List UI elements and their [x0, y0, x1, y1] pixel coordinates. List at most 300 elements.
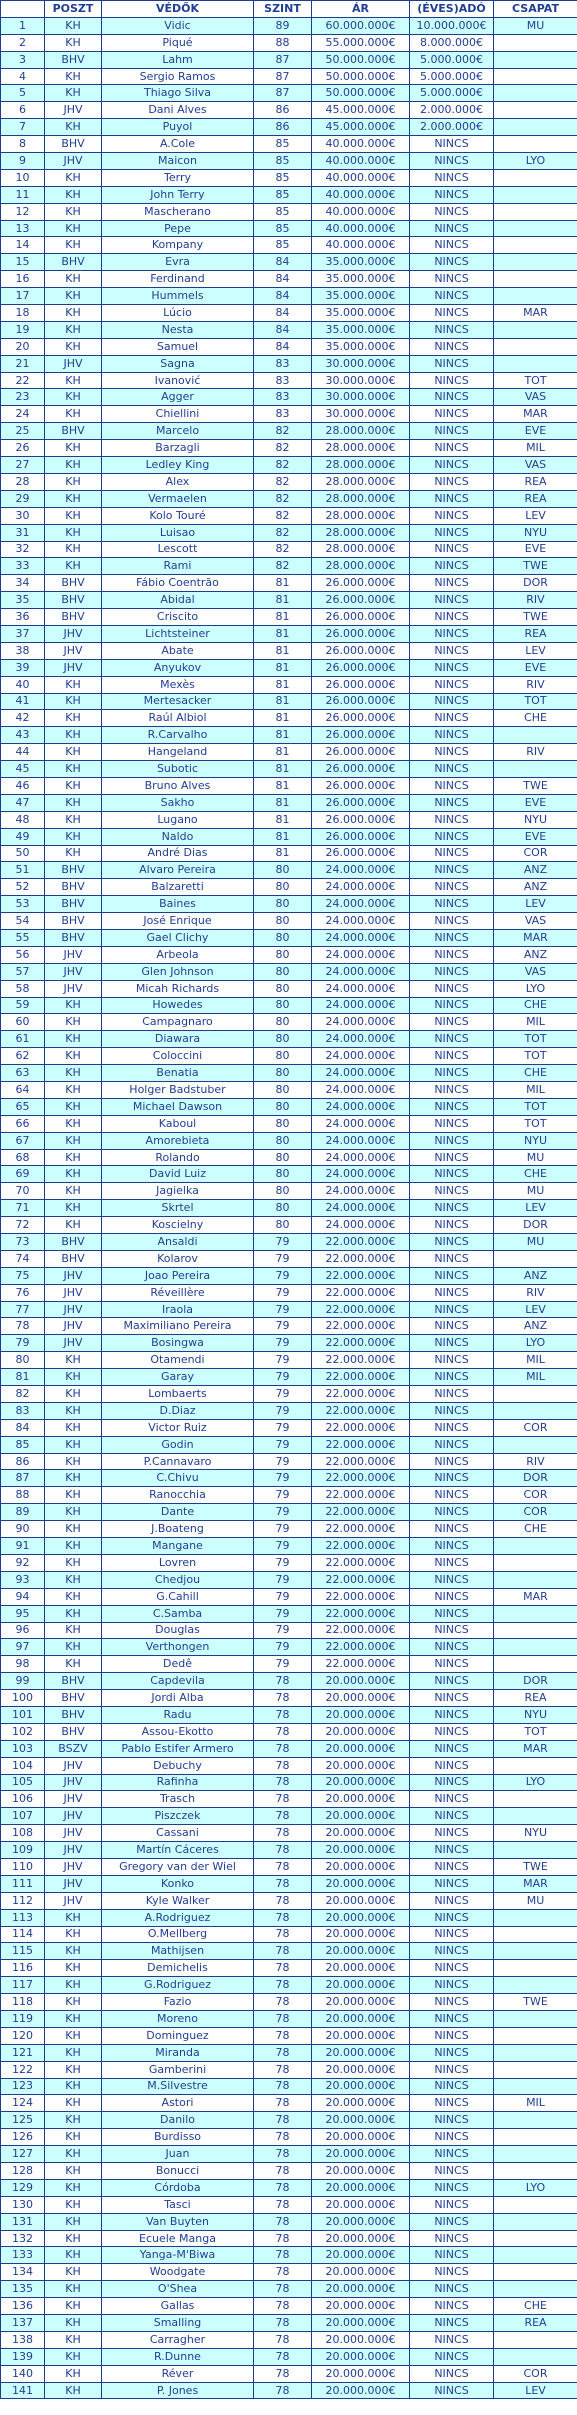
row-number-cell: 136: [1, 2298, 45, 2315]
player-name-cell: Demichelis: [102, 1960, 254, 1977]
level-cell: 79: [254, 1284, 312, 1301]
team-cell: [494, 321, 577, 338]
price-cell: 20.000.000€: [312, 2230, 410, 2247]
row-number-cell: 61: [1, 1031, 45, 1048]
row-number-cell: 33: [1, 558, 45, 575]
player-name-cell: O'Shea: [102, 2281, 254, 2298]
position-cell: KH: [45, 1960, 102, 1977]
level-cell: 78: [254, 2331, 312, 2348]
annual-tax-cell: NINCS: [410, 1436, 494, 1453]
player-name-cell: Hangeland: [102, 744, 254, 761]
position-cell: KH: [45, 1217, 102, 1234]
level-cell: 81: [254, 794, 312, 811]
player-name-cell: Dedê: [102, 1656, 254, 1673]
player-name-cell: Abate: [102, 642, 254, 659]
position-cell: KH: [45, 372, 102, 389]
annual-tax-cell: NINCS: [410, 1149, 494, 1166]
row-number-cell: 79: [1, 1335, 45, 1352]
table-row: [1, 1267, 577, 1284]
row-number-cell: 111: [1, 1875, 45, 1892]
row-number-cell: 14: [1, 237, 45, 254]
level-cell: 80: [254, 1065, 312, 1082]
row-number-cell: 65: [1, 1098, 45, 1115]
price-cell: 26.000.000€: [312, 659, 410, 676]
header-team: CSAPAT: [494, 1, 577, 18]
level-cell: 80: [254, 913, 312, 930]
team-cell: [494, 2078, 577, 2095]
price-cell: 20.000.000€: [312, 2264, 410, 2281]
player-name-cell: C.Samba: [102, 1605, 254, 1622]
price-cell: 24.000.000€: [312, 1200, 410, 1217]
player-name-cell: Yanga-M'Biwa: [102, 2247, 254, 2264]
annual-tax-cell: NINCS: [410, 659, 494, 676]
team-cell: [494, 237, 577, 254]
price-cell: 26.000.000€: [312, 777, 410, 794]
annual-tax-cell: NINCS: [410, 913, 494, 930]
price-cell: 20.000.000€: [312, 2027, 410, 2044]
table-row: [1, 1723, 577, 1740]
row-number-cell: 39: [1, 659, 45, 676]
position-cell: JHV: [45, 102, 102, 119]
row-number-cell: 77: [1, 1301, 45, 1318]
position-cell: KH: [45, 1656, 102, 1673]
player-name-cell: P.Cannavaro: [102, 1453, 254, 1470]
team-cell: EVE: [494, 828, 577, 845]
row-number-cell: 20: [1, 338, 45, 355]
table-row: [1, 2010, 577, 2027]
level-cell: 81: [254, 659, 312, 676]
position-cell: KH: [45, 186, 102, 203]
row-number-cell: 96: [1, 1622, 45, 1639]
level-cell: 81: [254, 710, 312, 727]
annual-tax-cell: NINCS: [410, 1858, 494, 1875]
row-number-cell: 129: [1, 2179, 45, 2196]
price-cell: 40.000.000€: [312, 153, 410, 170]
level-cell: 78: [254, 1892, 312, 1909]
team-cell: [494, 1538, 577, 1555]
level-cell: 80: [254, 1166, 312, 1183]
table-row: [1, 1791, 577, 1808]
price-cell: 24.000.000€: [312, 1014, 410, 1031]
position-cell: JHV: [45, 1892, 102, 1909]
table-row: [1, 85, 577, 102]
position-cell: KH: [45, 220, 102, 237]
level-cell: 80: [254, 997, 312, 1014]
row-number-cell: 12: [1, 203, 45, 220]
price-cell: 22.000.000€: [312, 1538, 410, 1555]
level-cell: 78: [254, 1943, 312, 1960]
team-cell: [494, 1757, 577, 1774]
player-name-cell: Trasch: [102, 1791, 254, 1808]
player-name-cell: Piszczek: [102, 1808, 254, 1825]
level-cell: 78: [254, 2348, 312, 2365]
player-name-cell: Gregory van der Wiel: [102, 1858, 254, 1875]
level-cell: 80: [254, 946, 312, 963]
position-cell: KH: [45, 1977, 102, 1994]
price-cell: 35.000.000€: [312, 321, 410, 338]
price-cell: 24.000.000€: [312, 896, 410, 913]
level-cell: 78: [254, 1994, 312, 2011]
team-cell: [494, 355, 577, 372]
position-cell: KH: [45, 1115, 102, 1132]
team-cell: [494, 338, 577, 355]
team-cell: CHE: [494, 1166, 577, 1183]
level-cell: 79: [254, 1335, 312, 1352]
team-cell: ANZ: [494, 879, 577, 896]
player-name-cell: Lescott: [102, 541, 254, 558]
position-cell: BHV: [45, 51, 102, 68]
position-cell: BHV: [45, 609, 102, 626]
player-name-cell: Evra: [102, 254, 254, 271]
annual-tax-cell: NINCS: [410, 1521, 494, 1538]
player-name-cell: Carragher: [102, 2331, 254, 2348]
price-cell: 22.000.000€: [312, 1639, 410, 1656]
row-number-cell: 119: [1, 2010, 45, 2027]
price-cell: 22.000.000€: [312, 1487, 410, 1504]
annual-tax-cell: NINCS: [410, 811, 494, 828]
team-cell: DOR: [494, 1470, 577, 1487]
player-name-cell: Fazio: [102, 1994, 254, 2011]
annual-tax-cell: 10.000.000€: [410, 17, 494, 34]
position-cell: JHV: [45, 1335, 102, 1352]
table-row: [1, 2298, 577, 2315]
team-cell: [494, 1943, 577, 1960]
level-cell: 78: [254, 1673, 312, 1690]
player-name-cell: Ledley King: [102, 457, 254, 474]
level-cell: 78: [254, 2112, 312, 2129]
position-cell: KH: [45, 1588, 102, 1605]
position-cell: JHV: [45, 1757, 102, 1774]
player-name-cell: C.Chivu: [102, 1470, 254, 1487]
team-cell: LYO: [494, 1335, 577, 1352]
position-cell: KH: [45, 1504, 102, 1521]
price-cell: 40.000.000€: [312, 203, 410, 220]
row-number-cell: 8: [1, 136, 45, 153]
table-row: [1, 355, 577, 372]
row-number-cell: 75: [1, 1267, 45, 1284]
row-number-cell: 141: [1, 2382, 45, 2399]
level-cell: 80: [254, 1098, 312, 1115]
price-cell: 24.000.000€: [312, 946, 410, 963]
price-cell: 20.000.000€: [312, 1757, 410, 1774]
row-number-cell: 59: [1, 997, 45, 1014]
table-row: [1, 1588, 577, 1605]
player-name-cell: Kolarov: [102, 1250, 254, 1267]
team-cell: [494, 1791, 577, 1808]
annual-tax-cell: NINCS: [410, 2331, 494, 2348]
player-name-cell: Bruno Alves: [102, 777, 254, 794]
level-cell: 80: [254, 1048, 312, 1065]
level-cell: 81: [254, 592, 312, 609]
player-name-cell: Rafinha: [102, 1774, 254, 1791]
table-row: [1, 862, 577, 879]
team-cell: TOT: [494, 693, 577, 710]
level-cell: 80: [254, 1115, 312, 1132]
player-name-cell: Lahm: [102, 51, 254, 68]
price-cell: 20.000.000€: [312, 2146, 410, 2163]
annual-tax-cell: NINCS: [410, 1470, 494, 1487]
annual-tax-cell: NINCS: [410, 2112, 494, 2129]
position-cell: KH: [45, 1386, 102, 1403]
team-cell: [494, 727, 577, 744]
player-name-cell: Balzaretti: [102, 879, 254, 896]
table-row: [1, 440, 577, 457]
position-cell: KH: [45, 507, 102, 524]
price-cell: 26.000.000€: [312, 625, 410, 642]
annual-tax-cell: NINCS: [410, 524, 494, 541]
annual-tax-cell: NINCS: [410, 1875, 494, 1892]
team-cell: MAR: [494, 1875, 577, 1892]
team-cell: NYU: [494, 1825, 577, 1842]
position-cell: KH: [45, 1943, 102, 1960]
price-cell: 20.000.000€: [312, 1808, 410, 1825]
position-cell: KH: [45, 1200, 102, 1217]
annual-tax-cell: NINCS: [410, 2044, 494, 2061]
annual-tax-cell: NINCS: [410, 2061, 494, 2078]
row-number-cell: 127: [1, 2146, 45, 2163]
team-cell: [494, 203, 577, 220]
position-cell: KH: [45, 1571, 102, 1588]
annual-tax-cell: NINCS: [410, 1791, 494, 1808]
player-name-cell: Douglas: [102, 1622, 254, 1639]
row-number-cell: 23: [1, 389, 45, 406]
position-cell: KH: [45, 1048, 102, 1065]
table-row: [1, 1318, 577, 1335]
row-number-cell: 118: [1, 1994, 45, 2011]
table-row: [1, 811, 577, 828]
position-cell: KH: [45, 2044, 102, 2061]
annual-tax-cell: NINCS: [410, 2281, 494, 2298]
row-number-cell: 64: [1, 1082, 45, 1099]
player-name-cell: Fábio Coentrão: [102, 575, 254, 592]
row-number-cell: 115: [1, 1943, 45, 1960]
table-row: [1, 913, 577, 930]
team-cell: MIL: [494, 1369, 577, 1386]
price-cell: 45.000.000€: [312, 119, 410, 136]
level-cell: 79: [254, 1622, 312, 1639]
player-name-cell: Réveillère: [102, 1284, 254, 1301]
table-row: [1, 1639, 577, 1656]
row-number-cell: 104: [1, 1757, 45, 1774]
row-number-cell: 2: [1, 34, 45, 51]
row-number-cell: 137: [1, 2315, 45, 2332]
row-number-cell: 113: [1, 1909, 45, 1926]
position-cell: KH: [45, 1132, 102, 1149]
table-row: [1, 1757, 577, 1774]
annual-tax-cell: NINCS: [410, 609, 494, 626]
row-number-cell: 26: [1, 440, 45, 457]
table-row: [1, 2196, 577, 2213]
position-cell: KH: [45, 1436, 102, 1453]
annual-tax-cell: NINCS: [410, 946, 494, 963]
player-name-cell: Terry: [102, 169, 254, 186]
annual-tax-cell: NINCS: [410, 929, 494, 946]
team-cell: TWE: [494, 609, 577, 626]
level-cell: 80: [254, 1149, 312, 1166]
position-cell: KH: [45, 288, 102, 305]
row-number-cell: 52: [1, 879, 45, 896]
level-cell: 78: [254, 2146, 312, 2163]
price-cell: 24.000.000€: [312, 1183, 410, 1200]
position-cell: JHV: [45, 1774, 102, 1791]
table-row: [1, 2044, 577, 2061]
annual-tax-cell: NINCS: [410, 1183, 494, 1200]
team-cell: VAS: [494, 913, 577, 930]
price-cell: 60.000.000€: [312, 17, 410, 34]
team-cell: LEV: [494, 507, 577, 524]
price-cell: 20.000.000€: [312, 1690, 410, 1707]
row-number-cell: 87: [1, 1470, 45, 1487]
level-cell: 79: [254, 1234, 312, 1251]
level-cell: 82: [254, 457, 312, 474]
position-cell: KH: [45, 1065, 102, 1082]
position-cell: KH: [45, 676, 102, 693]
level-cell: 84: [254, 305, 312, 322]
table-row: [1, 1386, 577, 1403]
header-annual-tax: (ÉVES)ADÓ: [410, 1, 494, 18]
row-number-cell: 30: [1, 507, 45, 524]
player-name-cell: Burdisso: [102, 2129, 254, 2146]
player-name-cell: D.Diaz: [102, 1402, 254, 1419]
price-cell: 50.000.000€: [312, 68, 410, 85]
level-cell: 80: [254, 1200, 312, 1217]
player-name-cell: Anyukov: [102, 659, 254, 676]
player-name-cell: Maximiliano Pereira: [102, 1318, 254, 1335]
price-cell: 30.000.000€: [312, 389, 410, 406]
player-name-cell: Amorebieta: [102, 1132, 254, 1149]
team-cell: MAR: [494, 1740, 577, 1757]
player-name-cell: Puyol: [102, 119, 254, 136]
player-name-cell: Vidic: [102, 17, 254, 34]
team-cell: [494, 51, 577, 68]
position-cell: KH: [45, 1183, 102, 1200]
annual-tax-cell: NINCS: [410, 2348, 494, 2365]
row-number-cell: 1: [1, 17, 45, 34]
player-name-cell: G.Cahill: [102, 1588, 254, 1605]
player-name-cell: Mertesacker: [102, 693, 254, 710]
price-cell: 24.000.000€: [312, 1031, 410, 1048]
table-row: [1, 2331, 577, 2348]
annual-tax-cell: NINCS: [410, 389, 494, 406]
player-name-cell: Dani Alves: [102, 102, 254, 119]
price-cell: 22.000.000€: [312, 1386, 410, 1403]
level-cell: 85: [254, 186, 312, 203]
team-cell: MAR: [494, 1588, 577, 1605]
row-number-cell: 66: [1, 1115, 45, 1132]
row-number-cell: 128: [1, 2163, 45, 2180]
position-cell: KH: [45, 473, 102, 490]
level-cell: 87: [254, 85, 312, 102]
row-number-cell: 58: [1, 980, 45, 997]
annual-tax-cell: NINCS: [410, 2298, 494, 2315]
annual-tax-cell: NINCS: [410, 220, 494, 237]
position-cell: JHV: [45, 1858, 102, 1875]
price-cell: 20.000.000€: [312, 1977, 410, 1994]
table-row: [1, 524, 577, 541]
level-cell: 80: [254, 963, 312, 980]
level-cell: 78: [254, 2129, 312, 2146]
row-number-cell: 140: [1, 2365, 45, 2382]
position-cell: KH: [45, 68, 102, 85]
team-cell: COR: [494, 2365, 577, 2382]
team-cell: TWE: [494, 558, 577, 575]
table-row: [1, 896, 577, 913]
level-cell: 79: [254, 1352, 312, 1369]
player-name-cell: Piqué: [102, 34, 254, 51]
position-cell: KH: [45, 389, 102, 406]
player-name-cell: Glen Johnson: [102, 963, 254, 980]
table-row: [1, 1538, 577, 1555]
team-cell: [494, 1402, 577, 1419]
annual-tax-cell: NINCS: [410, 642, 494, 659]
table-row: [1, 980, 577, 997]
position-cell: KH: [45, 541, 102, 558]
table-row: [1, 1842, 577, 1859]
position-cell: JHV: [45, 642, 102, 659]
price-cell: 28.000.000€: [312, 558, 410, 575]
price-cell: 22.000.000€: [312, 1318, 410, 1335]
table-row: [1, 169, 577, 186]
position-cell: JHV: [45, 153, 102, 170]
annual-tax-cell: NINCS: [410, 1909, 494, 1926]
level-cell: 81: [254, 642, 312, 659]
level-cell: 78: [254, 1960, 312, 1977]
player-name-cell: R.Dunne: [102, 2348, 254, 2365]
row-number-cell: 82: [1, 1386, 45, 1403]
team-cell: COR: [494, 845, 577, 862]
annual-tax-cell: NINCS: [410, 1487, 494, 1504]
row-number-cell: 51: [1, 862, 45, 879]
price-cell: 26.000.000€: [312, 811, 410, 828]
row-number-cell: 106: [1, 1791, 45, 1808]
position-cell: KH: [45, 440, 102, 457]
level-cell: 80: [254, 862, 312, 879]
level-cell: 85: [254, 169, 312, 186]
table-row: [1, 1098, 577, 1115]
annual-tax-cell: NINCS: [410, 1200, 494, 1217]
position-cell: KH: [45, 2331, 102, 2348]
level-cell: 81: [254, 744, 312, 761]
player-name-cell: Diawara: [102, 1031, 254, 1048]
level-cell: 78: [254, 2230, 312, 2247]
team-cell: [494, 1622, 577, 1639]
level-cell: 80: [254, 896, 312, 913]
position-cell: KH: [45, 34, 102, 51]
position-cell: KH: [45, 1031, 102, 1048]
level-cell: 78: [254, 2196, 312, 2213]
price-cell: 20.000.000€: [312, 1960, 410, 1977]
player-name-cell: Jagielka: [102, 1183, 254, 1200]
team-cell: TWE: [494, 777, 577, 794]
annual-tax-cell: NINCS: [410, 575, 494, 592]
position-cell: KH: [45, 1098, 102, 1115]
annual-tax-cell: NINCS: [410, 186, 494, 203]
team-cell: ANZ: [494, 862, 577, 879]
price-cell: 22.000.000€: [312, 1571, 410, 1588]
position-cell: JHV: [45, 1267, 102, 1284]
level-cell: 78: [254, 2095, 312, 2112]
row-number-cell: 47: [1, 794, 45, 811]
table-row: [1, 1369, 577, 1386]
position-cell: BHV: [45, 575, 102, 592]
table-row: [1, 338, 577, 355]
annual-tax-cell: NINCS: [410, 1504, 494, 1521]
position-cell: KH: [45, 693, 102, 710]
row-number-cell: 125: [1, 2112, 45, 2129]
header-number: [1, 1, 45, 18]
player-name-cell: Ranocchia: [102, 1487, 254, 1504]
position-cell: KH: [45, 1487, 102, 1504]
